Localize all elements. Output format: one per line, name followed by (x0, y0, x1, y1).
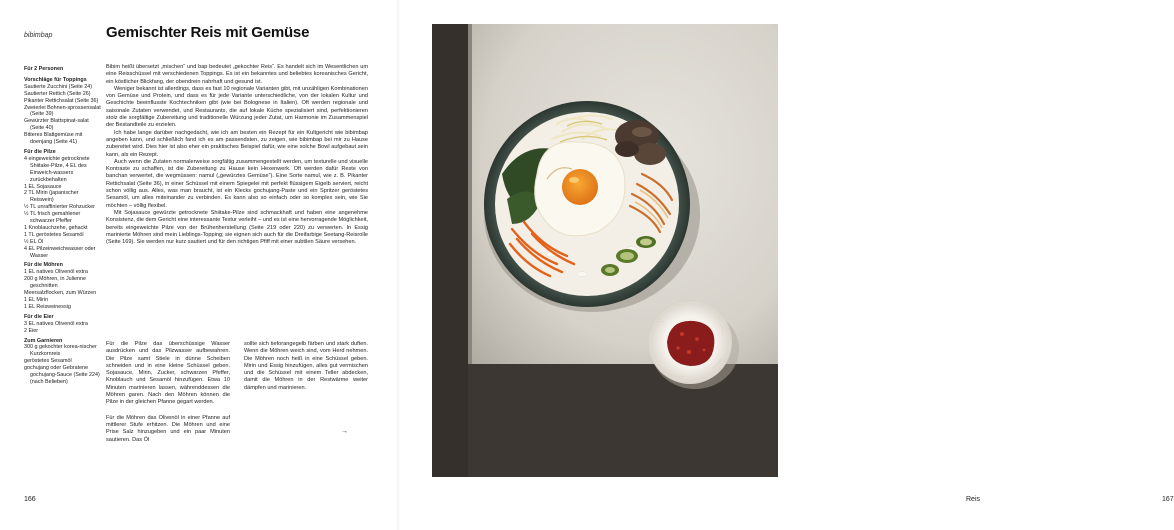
ingredient-item: 2 Eier (24, 327, 39, 334)
ingredient-item: Sautierter Rettich (Seite 26) (24, 90, 91, 97)
intro-paragraph: Ich habe lange darüber nachgedacht, wie ich am besten ein Rezept für ein Kultgericht wie bibimbap angeben kann, und schließlich fand ich es am passendsten, zu zeigen, wie bibimbap bei mir zu Hause zubereitet wird. Dies hier ist also eher ein praktisches Beispiel dafür, wie eine solche Bowl aufgebaut sein kann, als ein Rezept. (106, 129, 368, 158)
ingredient-section-title: Zum Garnieren (24, 337, 63, 344)
ingredient-item: Bitteres Blattgemüse mit doenjang (Seite 41) (24, 132, 83, 146)
ingredient-item: Pikanter Rettichsalat (Seite 36) (24, 97, 99, 104)
ingredient-item: geröstetes Sesamöl (24, 358, 72, 365)
left-page (0, 0, 400, 530)
intro-paragraph: Bibim heißt übersetzt „mischen“ und bap bedeutet „gekochter Reis“. Es handelt sich im Wesentlichen um eine Reisschüssel mit verschiedenen Toppings. Es ist ein bekanntes und beliebtes koreanisches Gericht, ein köstlicher Blickfang, der obendrein nahrhaft und gesund ist. (106, 64, 368, 85)
intro-text (106, 64, 368, 246)
ingredients-sidebar (24, 66, 102, 386)
ingredient-section-title: Für die Eier (24, 313, 54, 320)
ingredient-section-title: Für die Pilze (24, 148, 56, 155)
method-paragraph: sollte sich tieforangegelb färben und stark duften. Wenn die Möhren weich sind, vom Herd nehmen. Die Möhren noch heiß in eine Schüssel geben. Mirin und Essig hinzufügen, alles gut vermischen und die Schüssel mit einem Teller abdecken, damit die Möhren in der Restwärme weiter dämpfen und marinieren. (244, 341, 368, 391)
method-paragraph: Für die Pilze das überschüssige Wasser ausdrücken und das Pilzwasser aufbewahren. Die Pilze samt Stiele in dünne Scheiben schneiden und in eine kleine Schüssel geben. Sojasauce, Mirin, Zucker, schwarzen Pfeffer, Knoblauch und Sesamöl hinzufügen. Etwa 10 Minuten marinieren lassen, währenddessen die Möhren garen. Nach den Möhren können die Pilze in der gleichen Pfanne gegart werden. (106, 341, 230, 406)
ingredient-item: 1 EL Reisweinessig (24, 303, 71, 310)
continue-arrow-icon: → (341, 428, 348, 435)
page-number-left: 166 (24, 496, 36, 503)
ingredient-item: 300 g gekochter korea-nischer Kurzkornreis (24, 344, 97, 358)
ingredient-section-title: Für die Möhren (24, 262, 63, 269)
recipe-title: Gemischter Reis mit Gemüse (106, 24, 310, 41)
ingredient-sections (24, 77, 102, 386)
ingredient-item: ½ EL Öl (24, 238, 44, 245)
ingredient-item: 1 EL Sojasauce (24, 183, 62, 190)
ingredient-item: 200 g Möhren, in Julienne geschnitten (24, 276, 87, 290)
ingredient-item: Zweierlei Bohnen-sprossensalat (Seite 39) (24, 104, 101, 118)
page-number-right: 167 (1162, 496, 1174, 503)
section-name: Reis (966, 496, 981, 503)
ingredient-item: Sautierte Zucchini (Seite 24) (24, 83, 93, 90)
ingredient-item: 2 TL Mirin (japanischer Reiswein) (24, 190, 79, 204)
ingredient-item: 4 EL Pilzeinweichwasser oder Wasser (24, 245, 96, 259)
ingredient-item: 1 EL Mirin (24, 297, 49, 303)
ingredient-item: ½ TL unraffinierter Rohzucker (24, 204, 95, 211)
ingredient-item: 3 EL natives Olivenöl extra (24, 320, 88, 327)
ingredient-item: 1 EL natives Olivenöl extra (24, 269, 88, 276)
intro-paragraph: Weniger bekannt ist allerdings, dass es fast 10 regionale Varianten gibt, mit unzähligen Kombinationen von Gemüse und Protein, und dass es für jede Variante unterschiedliche, von der lokalen Kultur und Geschichte beeinflusste Kochtechniken gibt (wie bei Bolognese in Italien). Oft werden regionale und saisonale Zutaten verwendet, und Restaurants, die auf lokale Küche spezialisiert sind, perfektionieren stolz die sorgfältige Zubereitung und traditionelle Würzung jeder Zutat, um Harmonie im Zusammenspiel der Bestandteile zu erzielen. (106, 85, 368, 129)
method-column-a (106, 341, 230, 444)
method-paragraph: Für die Möhren das Olivenöl in einer Pfanne auf mittlerer Stufe erhitzen. Die Möhren und eine Prise Salz hinzugeben und ein paar Minuten sautieren. Das Öl (106, 414, 230, 443)
bibimbap-photo (432, 24, 778, 477)
running-head: bibimbap (24, 32, 53, 39)
intro-paragraph: Mit Sojasauce gewürzte getrocknete Shiitake-Pilze sind schmackhaft und haben eine angenehme Konsistenz, die dem Gericht eine interessante Textur verleiht – und es ist eine hervorragende Möglichkeit, bereits eingeweichte Pilze von der Brühenherstellung (Seite 219 oder 220) zu verwerten. In Essig marinierte Möhren sind mein Lieblings-Topping; sie eignen sich auch für die Dreifarbige Seetang-Reisrolle (Seite 169). Sie werden nur kurz sautiert und für den richtigen Pfiff mit einer subtilen Säure versehen. (106, 209, 368, 246)
ingredient-item: ½ TL frisch gemahlener schwarzer Pfeffer (24, 211, 81, 225)
ingredient-section-title: Vorschläge für Toppings (24, 76, 87, 83)
method-column-b (244, 341, 368, 392)
ingredient-item: 1 TL geröstetes Sesamöl (24, 231, 84, 238)
ingredient-item: 1 Knoblauchzehe, gehackt (24, 224, 88, 231)
ingredient-item: Gewürzter Blattspinat-salat (Seite 40) (24, 118, 89, 132)
servings: Für 2 Personen (24, 66, 64, 72)
ingredient-item: 4 eingeweichte getrocknete Shiitake-Pilze, 4 EL des Einweich-wassers zurückbehalten (24, 155, 90, 183)
ingredient-item: Meersalzflocken, zum Würzen (24, 290, 97, 297)
bibimbap-photo-illustration (432, 24, 778, 477)
intro-paragraph: Auch wenn die Zutaten normalerweise sorgfältig zusammengestellt werden, um texturelle und visuelle Kontraste zu schaffen, ist die Zubereitung zu Hause kein Hexenwerk. Oft werden dafür Reste von banchan verwertet, die wegmüssen: namul („gewürztes Gemüse“). Eine Sorte namul, wie z. B. Pikanter Rettichsalat (Seite 36), in einer Schüssel mit einem Spiegelei mit perfekt flüssigem Eigelb serviert, reicht schon völlig aus. Alles, was man braucht, ist ein Klecks gochujang-Paste und ein Spritzer geröstetes Sesamöl, um alles miteinander zu verbinden. Es kann also so einfach oder so komplex sein, wie Sie möchten – völlig flexibel. (106, 158, 368, 209)
ingredient-item: gochujang oder Gebratene gochujang-Sauce (Seite 224) (nach Belieben) (24, 365, 100, 385)
